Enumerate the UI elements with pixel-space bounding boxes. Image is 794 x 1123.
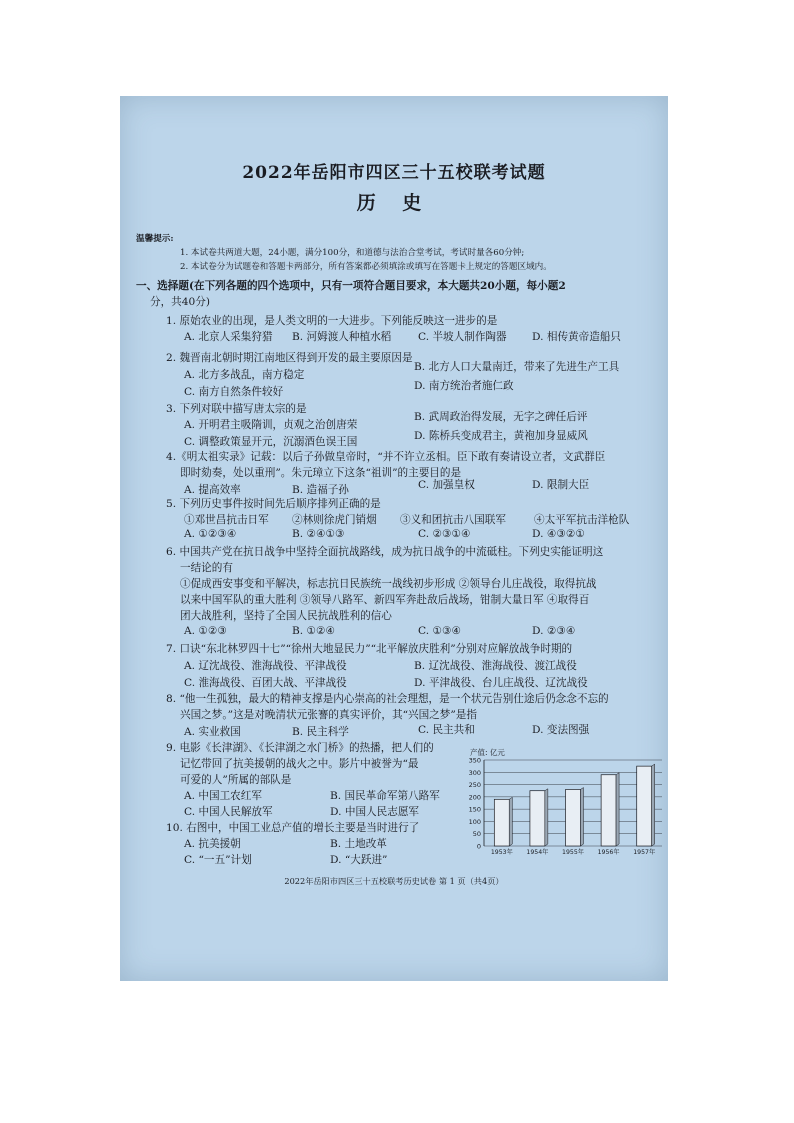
q3-option-c: C. 调整政策显开元，沉溺酒色误王国	[184, 436, 358, 448]
chart-ytick-label: 50	[472, 830, 481, 839]
q9-option-d: D. 中国人民志愿军	[330, 806, 420, 818]
q5-item-1: ①邓世昌抗击日军	[184, 514, 269, 526]
chart-ytick-label: 200	[468, 793, 481, 802]
chart-ytick-label: 100	[468, 817, 481, 826]
chart-ytick-label: 300	[468, 768, 481, 777]
q5-item-2: ②林则徐虎门销烟	[292, 514, 377, 526]
page-footer: 2022年岳阳市四区三十五校联考历史试卷 第 1 页（共4页）	[284, 876, 504, 886]
tip-1: 1. 本试卷共两道大题，24小题，满分100分，和道德与法治合堂考试，考试时量各60分钟;	[180, 248, 525, 258]
q5-item-3: ③义和团抗击八国联军	[400, 514, 506, 526]
q7-option-b: B. 辽沈战役、淮海战役、渡江战役	[414, 660, 577, 672]
q6-statement-line3: 团大战胜利，坚持了全国人民抗战胜利的信心	[180, 610, 392, 622]
q7-option-c: C. 淮海战役、百团大战、平津战役	[184, 677, 347, 689]
q4-option-a: A. 提高效率	[184, 484, 241, 496]
chart-ylabel: 产值: 亿元	[470, 748, 505, 757]
q10-option-b: B. 土地改革	[330, 838, 387, 850]
q7-option-a: A. 辽沈战役、淮海战役、平津战役	[184, 660, 347, 672]
q2-option-c: C. 南方自然条件较好	[184, 386, 284, 398]
exam-title: 2022年岳阳市四区三十五校联考试题	[242, 163, 546, 183]
q5-option-d: D. ④③②①	[532, 528, 585, 540]
q2-option-d: D. 南方统治者施仁政	[414, 380, 514, 392]
chart-bar	[494, 799, 509, 846]
chart-bar	[566, 789, 581, 846]
chart-xtick-label: 1957年	[633, 849, 656, 856]
q10-option-c: C. “一五”计划	[184, 854, 252, 866]
q2-option-b: B. 北方人口大量南迁，带来了先进生产工具	[414, 361, 620, 373]
q6-statement-line2: 以来中国军队的重大胜利 ③领导八路军、新四军奔赴敌后战场，钳制大量日军 ④取得百	[180, 594, 590, 606]
q9-option-c: C. 中国人民解放军	[184, 806, 273, 818]
q9-option-a: A. 中国工农红军	[184, 790, 262, 802]
chart-xtick-label: 1955年	[562, 849, 584, 856]
q6-stem-line1: 6. 中国共产党在抗日战争中坚持全面抗战路线，成为抗日战争的中流砥柱。下列史实能证明这	[166, 546, 604, 558]
q4-stem-line2: 即时劾奏，处以重刑”。朱元璋立下这条“祖训”的主要目的是	[180, 467, 462, 479]
q8-option-a: A. 实业救国	[184, 726, 241, 738]
q10-option-d: D. “大跃进”	[330, 854, 388, 866]
q1-stem: 1. 原始农业的出现，是人类文明的一大进步。下列能反映这一进步的是	[166, 315, 498, 327]
q4-option-d: D. 限制大臣	[532, 479, 590, 491]
q1-option-a: A. 北京人采集狩猎	[184, 331, 273, 343]
q2-option-a: A. 北方多战乱，南方稳定	[184, 369, 305, 381]
q9-option-b: B. 国民革命军第八路军	[330, 790, 440, 802]
chart-bar	[601, 775, 616, 846]
q6-stem-line2: 一结论的有	[180, 562, 233, 574]
q6-option-c: C. ①③④	[418, 625, 461, 637]
q5-option-a: A. ①②③④	[184, 528, 237, 540]
q8-stem-line1: 8. “他一生孤独，最大的精神支撑是内心崇高的社会理想，是一个状元告别仕途后仍念念不忘的	[166, 693, 609, 705]
chart-xtick-label: 1953年	[490, 849, 513, 856]
chart-bar-side	[616, 773, 619, 846]
q6-option-b: B. ①②④	[292, 625, 336, 637]
q3-option-a: A. 开明君主吸隋训，贞观之治创唐荣	[184, 419, 358, 431]
exam-subject: 历 史	[356, 192, 432, 214]
q5-item-4: ④太平军抗击洋枪队	[534, 514, 630, 526]
q6-statement-line1: ①促成西安事变和平解决，标志抗日民族统一战线初步形成 ②领导台儿庄战役，取得抗战	[180, 578, 597, 590]
q7-option-d: D. 平津战役、台儿庄战役、辽沈战役	[414, 677, 588, 689]
q4-option-b: B. 造福子孙	[292, 484, 349, 496]
q10-stem: 10. 右图中，中国工业总产值的增长主要是当时进行了	[166, 822, 420, 834]
q8-stem-line2: 兴国之梦。”这是对晚清状元张謇的真实评价，其“兴国之梦”是指	[180, 709, 477, 721]
q10-option-a: A. 抗美援朝	[184, 838, 241, 850]
chart-bar	[530, 791, 545, 846]
q5-option-c: C. ②③①④	[418, 528, 471, 540]
q1-option-d: D. 相传黄帝造船只	[532, 331, 622, 343]
section1-heading-cont: 分，共40分)	[150, 296, 210, 308]
q5-option-b: B. ②④①③	[292, 528, 345, 540]
q1-option-b: B. 河姆渡人种植水稻	[292, 331, 392, 343]
chart-ytick-label: 350	[468, 756, 481, 765]
q9-stem-line3: 可爱的人”所属的部队是	[180, 774, 292, 786]
q3-option-b: B. 武周政治得发展，无字之碑任后评	[414, 411, 588, 423]
tip-2: 2. 本试卷分为试题卷和答题卡两部分，所有答案都必须填涂或填写在答题卡上规定的答题区域内。	[180, 262, 552, 272]
q7-stem: 7. 口诀“东北林罗四十七”“徐州大地显民力”“北平解放庆胜利”分别对应解放战争时期的	[166, 643, 573, 655]
q4-option-c: C. 加强皇权	[418, 479, 475, 491]
q1-option-c: C. 半坡人制作陶器	[418, 331, 507, 343]
chart-xtick-label: 1954年	[526, 849, 549, 856]
chart-ytick-label: 0	[476, 842, 481, 851]
industrial-output-chart	[458, 746, 668, 861]
tips-heading: 温馨提示:	[136, 234, 174, 244]
q6-option-a: A. ①②③	[184, 625, 227, 637]
q8-option-c: C. 民主共和	[418, 724, 475, 736]
q6-option-d: D. ②③④	[532, 625, 576, 637]
q8-option-d: D. 变法图强	[532, 724, 590, 736]
chart-bar-side	[580, 787, 583, 846]
chart-bar-side	[509, 797, 512, 846]
section1-heading: 一、选择题(在下列各题的四个选项中，只有一项符合题目要求，本大题共20小题，每小题2	[136, 280, 566, 292]
chart-bar	[637, 766, 652, 846]
chart-bar-side	[652, 764, 655, 846]
exam-sheet	[120, 96, 668, 981]
q4-stem-line1: 4.《明太祖实录》记载：以后子孙做皇帝时，“并不许立丞相。臣下敢有奏请设立者，文武群臣	[166, 451, 606, 463]
q9-stem-line2: 记忆带回了抗美援朝的战火之中。影片中被誉为“最	[180, 758, 419, 770]
chart-xtick-label: 1956年	[597, 849, 620, 856]
chart-ytick-label: 150	[468, 805, 481, 814]
chart-ytick-label: 250	[468, 781, 481, 790]
chart-bar-side	[545, 789, 548, 846]
q9-stem-line1: 9. 电影《长津湖》、《长津湖之水门桥》的热播，把人们的	[166, 742, 434, 754]
q5-stem: 5. 下列历史事件按时间先后顺序排列正确的是	[166, 498, 381, 510]
q8-option-b: B. 民主科学	[292, 726, 349, 738]
q3-stem: 3. 下列对联中描写唐太宗的是	[166, 403, 307, 415]
q3-option-d: D. 陈桥兵变成君主，黄袍加身显威风	[414, 430, 588, 442]
q2-stem: 2. 魏晋南北朝时期江南地区得到开发的最主要原因是	[166, 352, 413, 364]
